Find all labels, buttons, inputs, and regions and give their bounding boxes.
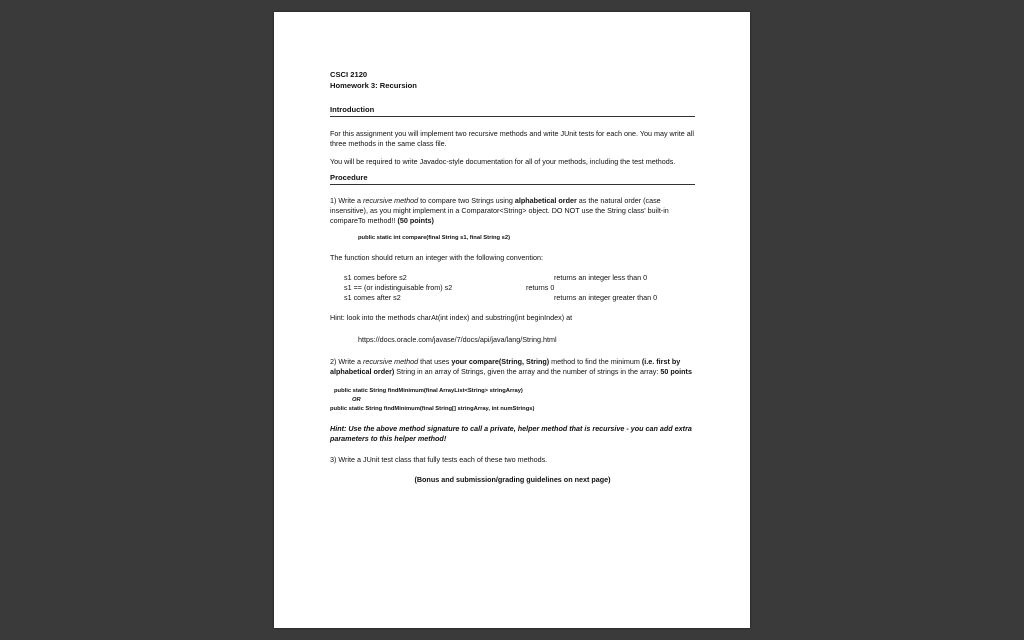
compare-signature: public static int compare(final String s1, final String s2) bbox=[358, 235, 511, 241]
document-page bbox=[274, 12, 750, 628]
course-title: CSCI 2120 bbox=[330, 70, 368, 79]
introduction-heading: Introduction bbox=[330, 105, 695, 117]
next-page-note: (Bonus and submission/grading guidelines on next page) bbox=[414, 475, 611, 484]
intro-paragraph-1: For this assignment you will implement two recursive methods and write JUnit tests for each one. You may write all three methods in the same class file. bbox=[330, 129, 694, 148]
find-minimum-signature-array: public static String findMinimum(final String[] stringArray, int numStrings) bbox=[330, 406, 535, 412]
step-2-paragraph: 2) Write a recursive method that uses your compare(String, String) method to find the minimum (i.e. first by alphabetical order) String in an array of Strings, given the array and the number of strings in the array: 50 points bbox=[330, 357, 692, 376]
convention-row: s1 comes after s2 returns an integer greater than 0 bbox=[344, 293, 658, 302]
step-3-paragraph: 3) Write a JUnit test class that fully tests each of these two methods. bbox=[330, 455, 548, 464]
convention-list bbox=[330, 273, 695, 303]
hint-2: Hint: Use the above method signature to call a private, helper method that is recursive - you can add extra parameters to this helper method! bbox=[330, 424, 692, 443]
convention-row: s1 == (or indistinguisable from) s2 returns 0 bbox=[344, 283, 555, 292]
assignment-title: Homework 3: Recursion bbox=[330, 80, 417, 90]
find-minimum-signature-list: public static String findMinimum(final ArrayList<String> stringArray) bbox=[334, 388, 523, 394]
hint-1: Hint: look into the methods charAt(int index) and substring(int beginIndex) at bbox=[330, 313, 573, 322]
convention-row: s1 comes before s2 returns an integer less than 0 bbox=[344, 273, 648, 282]
or-label: OR bbox=[352, 397, 361, 403]
document-content bbox=[330, 70, 695, 485]
step-1-paragraph: 1) Write a recursive method to compare two Strings using alphabetical order as the natural order (case insensitive), as you might implement in a Comparator<String> object. DO NOT use the String class' built-in compareTo method!! (50 points) bbox=[330, 196, 669, 225]
docs-link[interactable]: https://docs.oracle.com/javase/7/docs/api/java/lang/String.html bbox=[358, 335, 557, 344]
procedure-heading: Procedure bbox=[330, 173, 695, 185]
intro-paragraph-2: You will be required to write Javadoc-style documentation for all of your methods, including the test methods. bbox=[330, 157, 676, 166]
convention-intro: The function should return an integer with the following convention: bbox=[330, 253, 543, 262]
